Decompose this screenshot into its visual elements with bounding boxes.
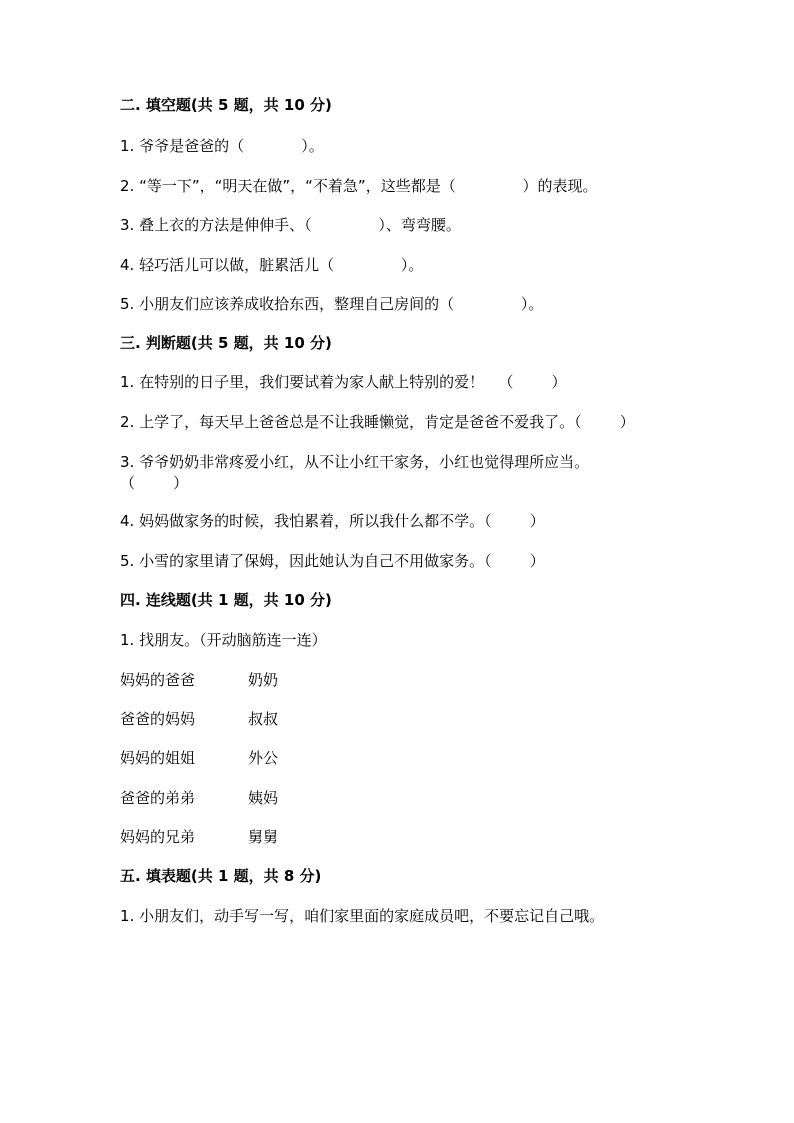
judge-question-2: 2. 上学了，每天早上爸爸总是不让我睡懒觉，肯定是爸爸不爱我了。（ ）: [120, 413, 635, 431]
judge-question-3: 3. 爷爷奶奶非常疼爱小红，从不让小红干家务，小红也觉得理所应当。: [120, 453, 590, 471]
fill-question-2: 2. “等一下”，“明天在做”，“不着急”，这些都是（ ）的表现。: [120, 177, 598, 195]
judge-question-1: 1. 在特别的日子里，我们要试着为家人献上特别的爱！ （ ）: [120, 373, 567, 391]
match-left-item: 妈妈的兄弟: [120, 828, 196, 846]
match-right-item: 奶奶: [248, 671, 279, 689]
match-left-item: 爸爸的弟弟: [120, 789, 196, 807]
match-question-1: 1. 找朋友。（开动脑筋连一连）: [120, 631, 327, 649]
section-5-heading: 五. 填表题(共 1 题，共 8 分): [120, 867, 322, 885]
judge-question-3-answer: （ ）: [120, 474, 189, 492]
section-2-heading: 二. 填空题(共 5 题，共 10 分): [120, 96, 332, 114]
match-right-item: 叔叔: [248, 710, 279, 728]
section-3-heading: 三. 判断题(共 5 题，共 10 分): [120, 334, 332, 352]
match-right-item: 舅舅: [248, 828, 279, 846]
fill-question-5: 5. 小朋友们应该养成收拾东西，整理自己房间的（ ）。: [120, 295, 544, 313]
judge-question-5: 5. 小雪的家里请了保姆，因此她认为自己不用做家务。（ ）: [120, 552, 545, 570]
match-right-item: 外公: [248, 749, 279, 767]
fill-question-4: 4. 轻巧活儿可以做，脏累活儿（ ）。: [120, 256, 424, 274]
judge-question-4: 4. 妈妈做家务的时候，我怕累着，所以我什么都不学。（ ）: [120, 512, 545, 530]
match-left-item: 妈妈的姐姐: [120, 749, 196, 767]
section-4-heading: 四. 连线题(共 1 题，共 10 分): [120, 591, 332, 609]
match-left-item: 妈妈的爸爸: [120, 671, 196, 689]
match-left-item: 爸爸的妈妈: [120, 710, 196, 728]
match-right-item: 姨妈: [248, 789, 279, 807]
fill-question-3: 3. 叠上衣的方法是伸伸手、（ ）、弯弯腰。: [120, 216, 461, 234]
fill-question-1: 1. 爷爷是爸爸的（ ）。: [120, 137, 324, 155]
table-question-1: 1. 小朋友们，动手写一写，咱们家里面的家庭成员吧，不要忘记自己哦。: [120, 907, 605, 925]
